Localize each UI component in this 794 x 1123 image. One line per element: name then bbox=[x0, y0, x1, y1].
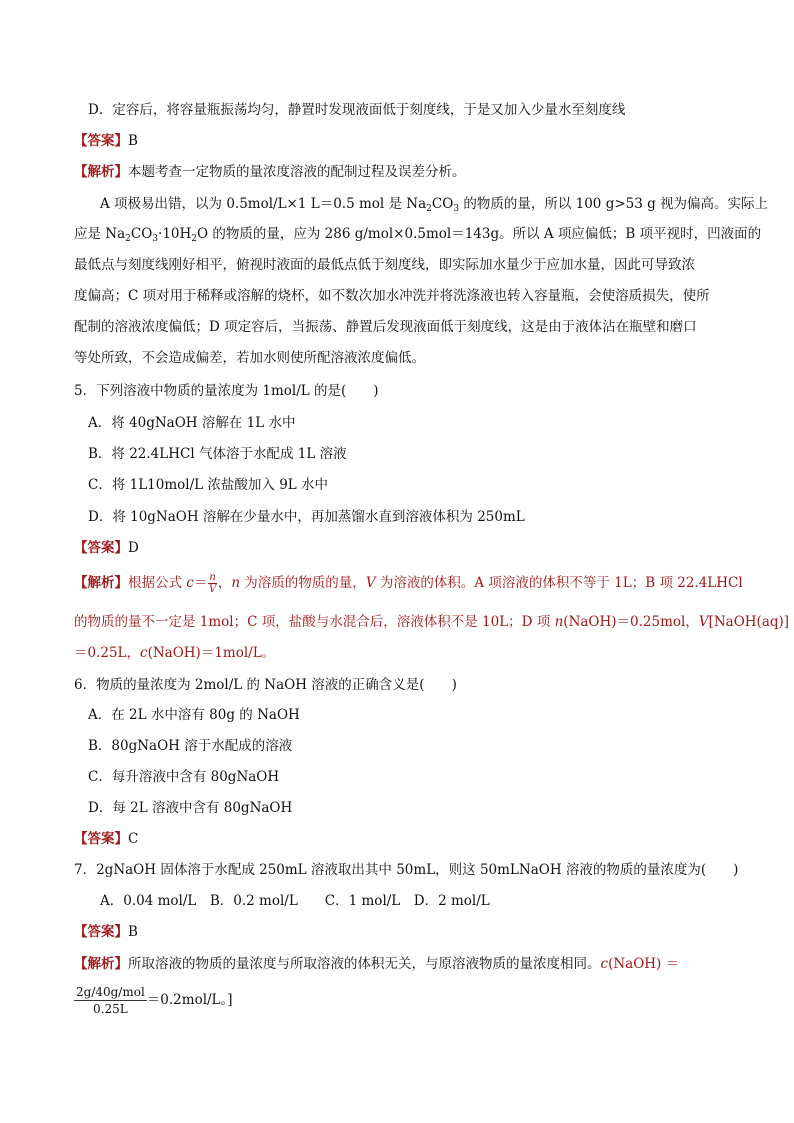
q5-option-c: C．将 1L10mol/L 浓盐酸加入 9L 水中 bbox=[88, 477, 329, 493]
answer-value: B bbox=[128, 133, 138, 149]
q4-analysis-line-5: 配制的溶液浓度偏低；D 项定容后，当振荡、静置后发现液面低于刻度线，这是由于液体沾在瓶壁和磨口 bbox=[74, 319, 697, 335]
answer-tag: 【答案】 bbox=[74, 831, 128, 847]
q4-option-d: D．定容后，将容量瓶振荡均匀，静置时发现液面低于刻度线，于是又加入少量水至刻度线 bbox=[88, 102, 626, 118]
q5-stem: 5．下列溶液中物质的量浓度为 1mol/L 的是( ) bbox=[74, 383, 379, 399]
q7-analysis-line-2 bbox=[74, 984, 233, 1017]
q4-analysis-line-3: 最低点与刻度线刚好相平，俯视时液面的最低点低于刻度线，即实际加水量少于应加水量，因此可导致浓 bbox=[74, 257, 695, 273]
q6-option-c: C．每升溶液中含有 80gNaOH bbox=[88, 769, 280, 785]
q7-stem: 7．2gNaOH 固体溶于水配成 250mL 溶液取出其中 50mL，则这 50mLNaOH 溶液的物质的量浓度为( ) bbox=[74, 862, 739, 878]
formula-n-over-v: $\frac{n}{V}$ bbox=[208, 572, 217, 595]
q6-option-d: D．每 2L 溶液中含有 80gNaOH bbox=[88, 800, 293, 816]
q6-option-a: A．在 2L 水中溶有 80g 的 NaOH bbox=[88, 707, 300, 723]
q5-analysis-line-1: 【解析】根据公式 c＝ $\frac{n}{V}$ ，n 为溶质的物质的量，V 为溶液的体积。A 项溶液的体积不等于 1L；B 项 22.4LHCl bbox=[74, 572, 743, 595]
answer-value: C bbox=[128, 831, 139, 847]
q4-analysis-intro bbox=[74, 162, 466, 182]
q5-answer bbox=[74, 538, 139, 558]
q6-option-b: B．80gNaOH 溶于水配成的溶液 bbox=[88, 738, 293, 754]
answer-tag: 【答案】 bbox=[74, 540, 128, 556]
q4-answer bbox=[74, 131, 138, 151]
q6-answer bbox=[74, 829, 138, 849]
q5-option-b: B．将 22.4LHCl 气体溶于水配成 1L 溶液 bbox=[88, 446, 347, 462]
analysis-tag: 【解析】 bbox=[74, 164, 128, 180]
q4-analysis-line-1: A 项极易出错，以为 0.5mol/L×1 L＝0.5 mol 是 $Na_2CO_3$ 的物质的量，所以 100 g>53 g 视为偏高。实际上 bbox=[100, 196, 769, 214]
analysis-intro-text: 本题考查一定物质的量浓度溶液的配制过程及误差分析。 bbox=[128, 164, 466, 180]
q6-stem: 6．物质的量浓度为 2mol/L 的 NaOH 溶液的正确含义是( ) bbox=[74, 677, 457, 693]
q7-analysis-line-1: 【解析】所取溶液的物质的量浓度与所取溶液的体积无关，与原溶液物质的量浓度相同。c(NaOH) ＝ bbox=[74, 956, 680, 972]
analysis-tag: 【解析】 bbox=[74, 956, 128, 972]
q7-answer bbox=[74, 922, 138, 942]
answer-value: D bbox=[128, 540, 139, 556]
q5-analysis-line-2: 的物质的量不一定是 1mol；C 项，盐酸与水混合后，溶液体积不是 10L；D 项 n(NaOH)＝0.25mol，V[NaOH(aq)] bbox=[74, 614, 790, 630]
q5-analysis-line-3: ＝0.25L，c(NaOH)＝1mol/L。 bbox=[74, 645, 276, 661]
answer-value: B bbox=[128, 924, 138, 940]
answer-tag: 【答案】 bbox=[74, 133, 128, 149]
q4-analysis-line-6: 等处所致，不会造成偏差，若加水则使所配溶液浓度偏低。 bbox=[74, 350, 425, 366]
q5-option-a: A．将 40gNaOH 溶解在 1L 水中 bbox=[88, 415, 296, 431]
answer-tag: 【答案】 bbox=[74, 924, 128, 940]
q7-fraction: 2g/40g/mol 0.25L bbox=[76, 985, 145, 1016]
q4-analysis-line-2: 应是 $Na_2CO_3\cdot 10H_2O$ 的物质的量，应为 286 g/mol×0.5mol＝143g。所以 A 项应偏低；B 项平视时，凹液面的 bbox=[74, 226, 762, 244]
q7-fraction-result: ＝0.2mol/L。] bbox=[146, 992, 233, 1008]
analysis-tag: 【解析】 bbox=[74, 575, 128, 591]
q4-analysis-line-4: 度偏高；C 项对用于稀释或溶解的烧杯，如不数次加水冲洗并将洗涤液也转入容量瓶，会使溶质损失，使所 bbox=[74, 288, 710, 304]
q5-option-d: D．将 10gNaOH 溶解在少量水中，再加蒸馏水直到溶液体积为 250mL bbox=[88, 509, 525, 525]
q7-options: A．0.04 mol/L B．0.2 mol/L C．1 mol/L D．2 mol/L bbox=[100, 893, 490, 909]
